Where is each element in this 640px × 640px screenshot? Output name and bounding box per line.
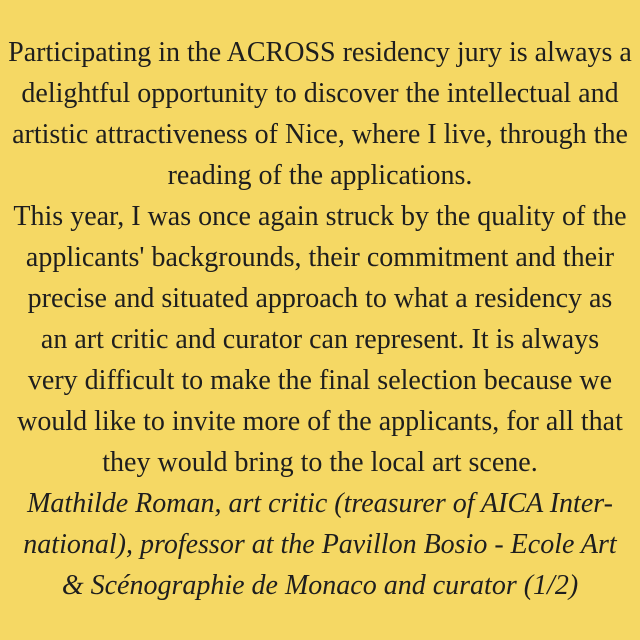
quote-line: they would bring to the local art scene. [102, 447, 538, 478]
attribution-line: Mathilde Roman, art critic (treasurer of AICA Inter- [27, 488, 613, 519]
quote-line: applicants' backgrounds, their commitment and their [25, 242, 615, 273]
quote-line: Participating in the ACROSS residency jury is always a [8, 37, 632, 68]
quote-line: reading of the applications. [167, 160, 473, 191]
quote-line: precise and situated approach to what a residency as [27, 283, 613, 314]
quote-line: delightful opportunity to discover the intellectual and [21, 78, 619, 109]
quote-line: an art critic and curator can represent. It is always [40, 324, 600, 355]
quote-line: would like to invite more of the applicants, for all that [17, 406, 623, 437]
attribution-line: & Scénographie de Monaco and curator (1/2) [61, 570, 579, 601]
quote-line: artistic attractiveness of Nice, where I live, through the [12, 119, 628, 150]
attribution-line: national), professor at the Pavillon Bosio - Ecole Art [23, 529, 617, 560]
quote-text-block [0, 32, 640, 606]
quote-line: very difficult to make the final selection because we [27, 365, 613, 396]
quote-line: This year, I was once again struck by the quality of the [13, 201, 627, 232]
